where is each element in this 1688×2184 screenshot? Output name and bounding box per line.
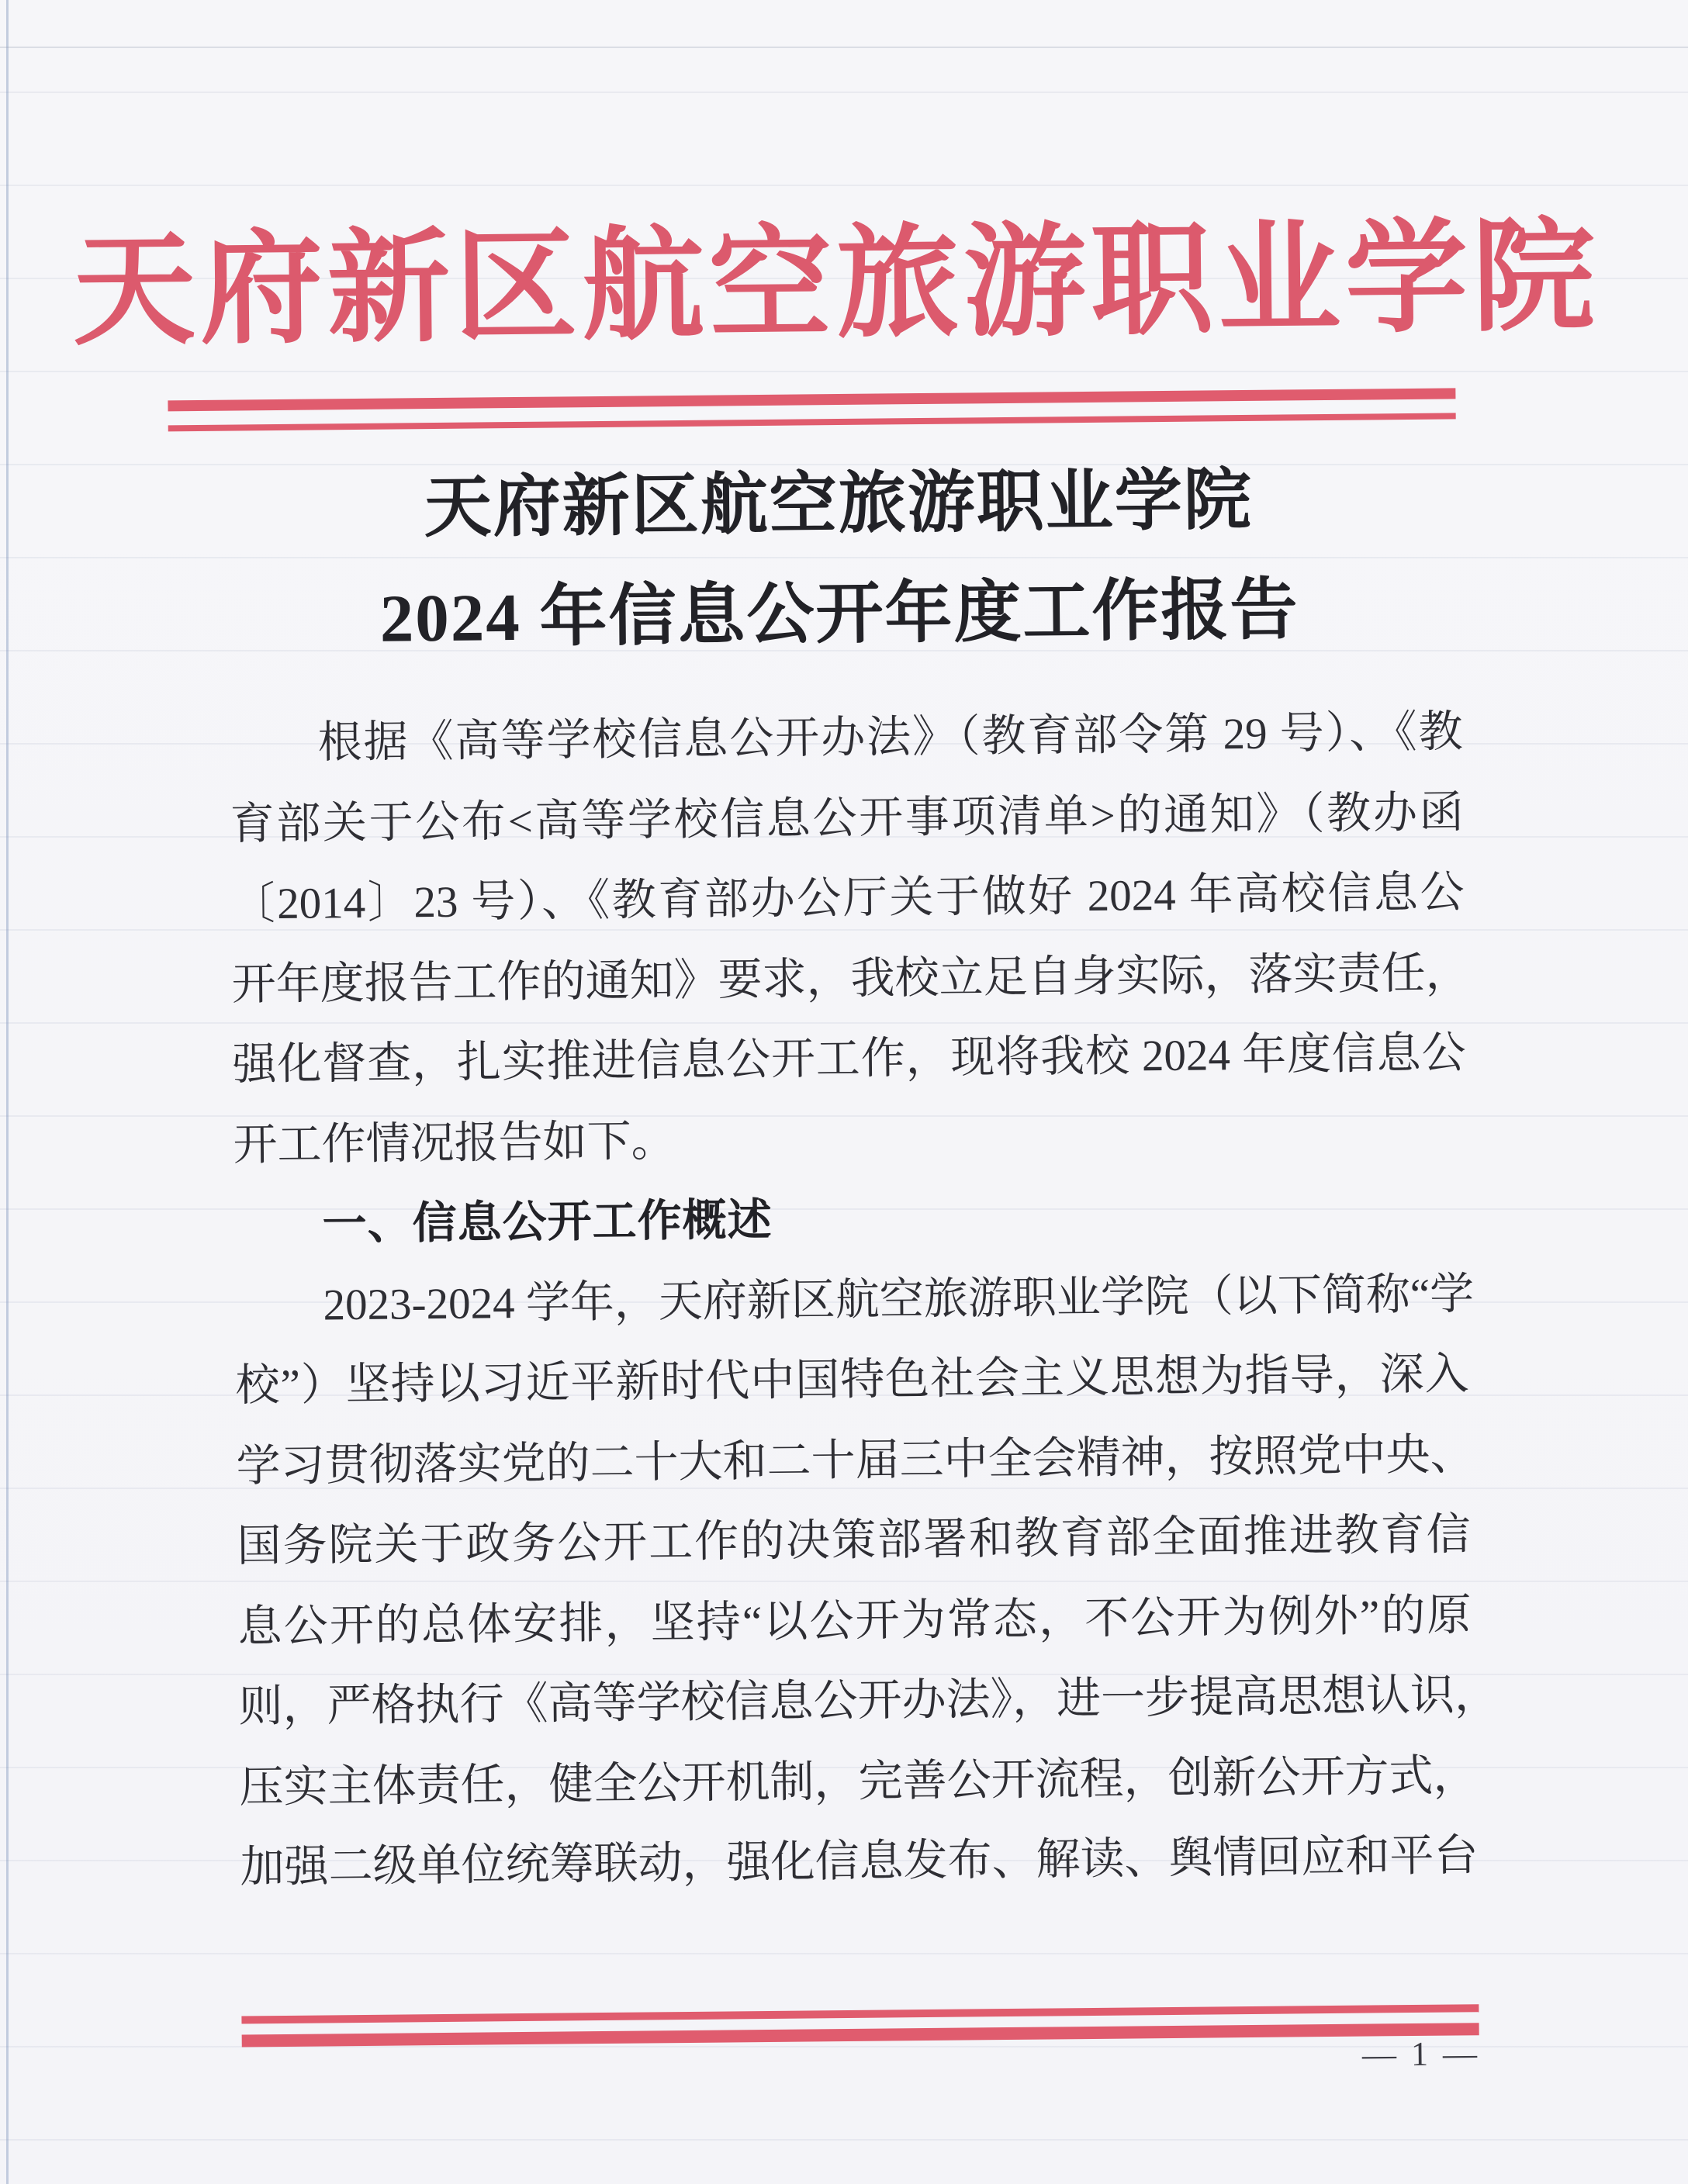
body-line: 校”）坚持以习近平新时代中国特色社会主义思想为指导，深入 [235, 1349, 1469, 1411]
body-line: 加强二级单位统筹联动，强化信息发布、解读、舆情回应和平台 [240, 1831, 1479, 1892]
body-line: 2023-2024 学年，天府新区航空旅游职业学院（以下简称“学 [323, 1269, 1475, 1329]
body-line: 根据《高等学校信息公开办法》（教育部令第 29 号）、《教 [317, 707, 1463, 768]
page-number: — 1 — [1361, 2034, 1481, 2074]
body-line: 育部关于公布<高等学校信息公开事项清单>的通知》（教办函 [230, 787, 1464, 849]
body-line: 开工作情况报告如下。 [233, 1116, 676, 1170]
footer-rule-thin [241, 2004, 1479, 2023]
body-line: 强化督查，扎实推进信息公开工作，现将我校 2024 年度信息公 [232, 1028, 1466, 1090]
body-line: 开年度报告工作的通知》要求，我校立足自身实际，落实责任， [231, 948, 1470, 1010]
body-line: 国务院关于政务公开工作的决策部署和教育部全面推进教育信 [237, 1510, 1471, 1571]
document-title-line2: 2024 年信息公开年度工作报告 [379, 572, 1299, 656]
body-line: 〔2014〕23 号）、《教育部办公厅关于做好 2024 年高校信息公 [230, 868, 1465, 929]
document-body [229, 692, 1499, 1908]
section-heading: 一、信息公开工作概述 [322, 1194, 773, 1249]
letterhead-rule-thin [168, 413, 1456, 431]
body-line: 息公开的总体安排，坚持“以公开为常态，不公开为例外”的原 [237, 1590, 1472, 1652]
body-line: 学习贯彻落实党的二十大和二十届三中全会精神，按照党中央、 [236, 1429, 1475, 1491]
letterhead-rule-thick [168, 388, 1455, 411]
body-line: 则，严格执行《高等学校信息公开办法》，进一步提高思想认识， [238, 1670, 1499, 1732]
college-letterhead-title: 天府新区航空旅游职业学院 [72, 209, 1600, 361]
body-line: 压实主体责任，健全公开机制，完善公开流程，创新公开方式， [239, 1750, 1478, 1813]
document-title-line1: 天府新区航空旅游职业学院 [424, 461, 1254, 546]
